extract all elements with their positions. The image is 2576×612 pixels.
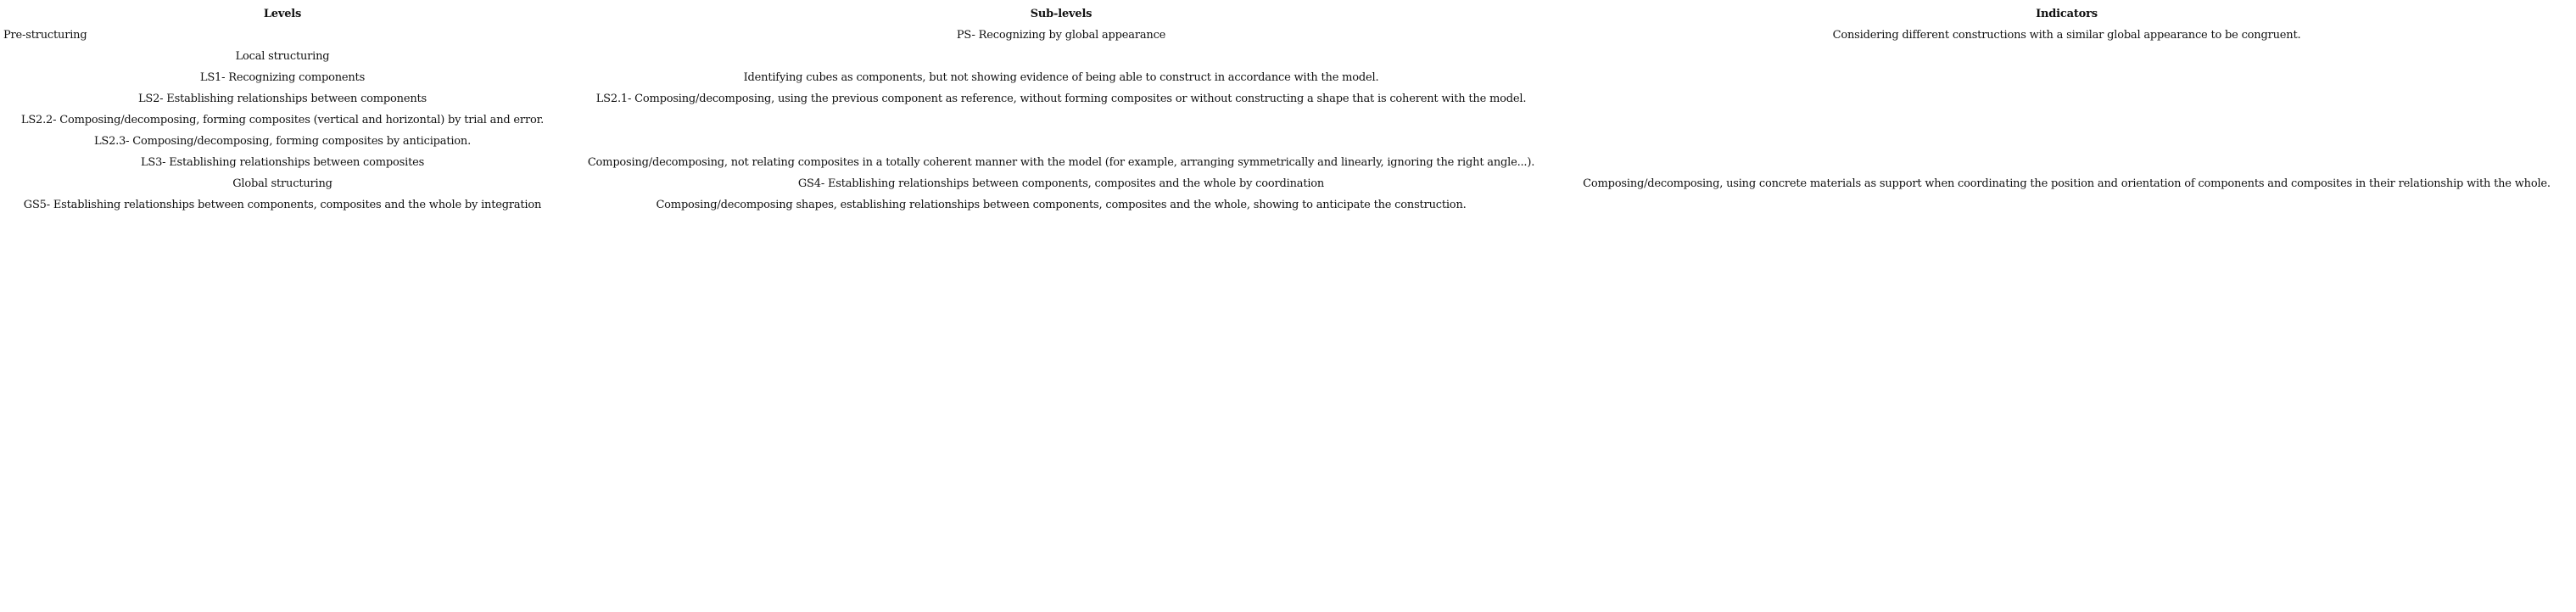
table-row xyxy=(0,194,2576,216)
level-cell: LS1- Recognizing components xyxy=(199,71,366,84)
level-cell: GS5- Establishing relationships between components, composites and the whole by integration xyxy=(23,199,542,211)
levels-table xyxy=(0,3,2576,216)
sublevel-cell: Identifying cubes as components, but not showing evidence of being able to construct in accordance with the model. xyxy=(743,71,1379,84)
table-row xyxy=(0,25,2576,46)
level-cell: LS2.3- Composing/decomposing, forming composites by anticipation. xyxy=(93,135,472,148)
indicator-cell xyxy=(1557,46,2576,67)
table-row xyxy=(0,109,2576,131)
table-row xyxy=(0,173,2576,194)
level-cell: Local structuring xyxy=(235,50,330,63)
table-row xyxy=(0,152,2576,173)
sublevel-cell: LS2.1- Composing/decomposing, using the previous component as reference, without forming composites or without constructing a shape that is coherent with the model. xyxy=(595,93,1527,105)
table-row xyxy=(0,67,2576,88)
level-cell: LS2- Establishing relationships between components xyxy=(137,93,427,105)
sublevel-cell xyxy=(565,131,1557,152)
sublevel-cell: Composing/decomposing, not relating composites in a totally coherent manner with the model (for example, arranging symmetrically and linearly, ignoring the right angle...). xyxy=(587,156,1535,169)
level-cell: Pre-structuring xyxy=(3,29,87,42)
indicator-cell xyxy=(1557,152,2576,173)
indicator-cell xyxy=(1557,194,2576,216)
sublevel-cell: GS4- Establishing relationships between components, composites and the whole by coordination xyxy=(797,177,1325,190)
level-cell: Global structuring xyxy=(232,177,332,190)
indicator-cell xyxy=(1557,88,2576,109)
header-sub-levels: Sub-levels xyxy=(1030,8,1092,20)
sublevel-cell: PS- Recognizing by global appearance xyxy=(956,29,1166,42)
level-cell: LS3- Establishing relationships between composites xyxy=(140,156,425,169)
sublevel-cell: Composing/decomposing shapes, establishing relationships between components, composites and the whole, showing to anticipate the construction. xyxy=(656,199,1467,211)
sublevel-cell xyxy=(565,109,1557,131)
indicator-cell: Considering different constructions with a similar global appearance to be congruent. xyxy=(1832,29,2301,42)
sublevel-cell xyxy=(565,46,1557,67)
indicator-cell xyxy=(1557,67,2576,88)
table-row xyxy=(0,46,2576,67)
header-indicators: Indicators xyxy=(2036,8,2098,20)
table-header-row xyxy=(0,3,2576,25)
header-levels: Levels xyxy=(263,8,302,20)
indicator-cell xyxy=(1557,131,2576,152)
level-cell: LS2.2- Composing/decomposing, forming composites (vertical and horizontal) by trial and error. xyxy=(20,114,545,126)
indicator-cell: Composing/decomposing, using concrete materials as support when coordinating the position and orientation of components and composites in their relationship with the whole. xyxy=(1583,177,2551,190)
indicator-cell xyxy=(1557,109,2576,131)
table-row xyxy=(0,88,2576,109)
table-row xyxy=(0,131,2576,152)
